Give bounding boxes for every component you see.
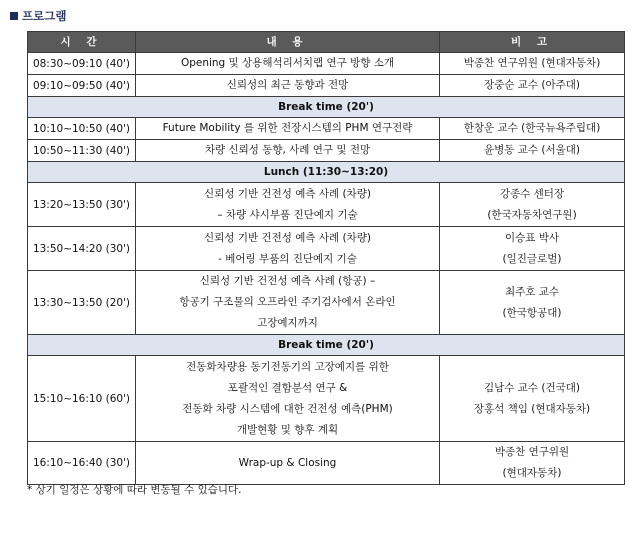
speaker-line: 박종찬 연구위원 bbox=[494, 446, 570, 458]
content-line: Future Mobility 를 위한 전장시스템의 PHM 연구전략 bbox=[162, 122, 413, 134]
session-time: 10:10~10:50 (40') bbox=[28, 118, 136, 140]
square-bullet-icon bbox=[10, 12, 18, 20]
session-content bbox=[136, 356, 440, 442]
speaker-line: 한창운 교수 (한국뉴욕주립대) bbox=[463, 122, 601, 134]
session-row bbox=[28, 442, 625, 485]
session-row bbox=[28, 227, 625, 271]
session-row bbox=[28, 118, 625, 140]
session-row bbox=[28, 183, 625, 227]
content-line: Wrap-up & Closing bbox=[238, 456, 337, 469]
session-time: 13:50~14:20 (30') bbox=[28, 227, 136, 271]
speaker-line: 박종찬 연구위원 (현대자동차) bbox=[463, 57, 601, 69]
speaker-line: 최주호 교수 bbox=[504, 285, 560, 298]
speaker-line: (한국항공대) bbox=[502, 306, 562, 319]
session-row bbox=[28, 356, 625, 442]
session-speaker bbox=[440, 53, 625, 75]
session-speaker bbox=[440, 140, 625, 162]
program-table bbox=[27, 31, 625, 485]
content-line: 신뢰성의 최근 동향과 전망 bbox=[226, 79, 349, 91]
section-title-text: 프로그램 bbox=[22, 9, 67, 23]
session-row bbox=[28, 140, 625, 162]
content-line: – 차량 샤시부품 진단예지 기술 bbox=[217, 208, 358, 221]
speaker-line: 장홍석 책임 (현대자동차) bbox=[473, 402, 591, 415]
speaker-line: 강종수 센터장 bbox=[499, 187, 565, 200]
session-content bbox=[136, 75, 440, 97]
session-content bbox=[136, 183, 440, 227]
session-content bbox=[136, 227, 440, 271]
content-line: 고장예지까지 bbox=[257, 317, 318, 329]
break-label: Lunch (11:30~13:20) bbox=[28, 162, 625, 183]
speaker-line: (한국자동차연구원) bbox=[487, 208, 577, 221]
header-time: 시 간 bbox=[28, 32, 136, 53]
session-row bbox=[28, 75, 625, 97]
speaker-line: 윤병동 교수 (서울대) bbox=[483, 144, 580, 156]
table-body bbox=[28, 53, 625, 485]
break-label: Break time (20') bbox=[28, 335, 625, 356]
session-speaker bbox=[440, 118, 625, 140]
break-label: Break time (20') bbox=[28, 97, 625, 118]
footnote: * 상기 일정은 상황에 따라 변동될 수 있습니다. bbox=[27, 484, 242, 496]
session-row bbox=[28, 271, 625, 335]
content-line: 차량 신뢰성 동향, 사례 연구 및 전망 bbox=[204, 144, 371, 156]
session-time: 10:50~11:30 (40') bbox=[28, 140, 136, 162]
content-line: 신뢰성 기반 건전성 예측 사례 (차량) bbox=[204, 187, 371, 200]
header-note: 비 고 bbox=[440, 32, 625, 53]
speaker-line: 장중순 교수 (아주대) bbox=[483, 79, 580, 91]
session-time: 09:10~09:50 (40') bbox=[28, 75, 136, 97]
content-line: Opening 및 상용해석리서치랩 연구 방향 소개 bbox=[180, 57, 395, 69]
break-row bbox=[28, 97, 625, 118]
content-line: 항공기 구조물의 오프라인 주기검사에서 온라인 bbox=[179, 296, 396, 308]
section-title bbox=[10, 8, 66, 24]
session-speaker bbox=[440, 75, 625, 97]
session-row bbox=[28, 53, 625, 75]
content-line: 신뢰성 기반 건전성 예측 사례 (차량) bbox=[204, 231, 371, 244]
session-content bbox=[136, 53, 440, 75]
content-line: 포괄적인 결함분석 연구 & bbox=[227, 381, 348, 394]
session-content bbox=[136, 118, 440, 140]
break-row bbox=[28, 335, 625, 356]
speaker-line: (현대자동차) bbox=[502, 467, 562, 479]
speaker-line: 이승표 박사 bbox=[504, 231, 560, 244]
session-speaker bbox=[440, 356, 625, 442]
session-time: 08:30~09:10 (40') bbox=[28, 53, 136, 75]
content-line: 전동화 차량 시스템에 대한 건전성 예측(PHM) bbox=[182, 402, 393, 415]
session-time: 13:20~13:50 (30') bbox=[28, 183, 136, 227]
session-speaker bbox=[440, 271, 625, 335]
speaker-line: (일진글로벌) bbox=[502, 252, 562, 265]
session-time: 16:10~16:40 (30') bbox=[28, 442, 136, 485]
session-speaker bbox=[440, 442, 625, 485]
session-content bbox=[136, 140, 440, 162]
content-line: 개발현황 및 향후 계획 bbox=[236, 423, 339, 436]
break-row bbox=[28, 162, 625, 183]
session-time: 15:10~16:10 (60') bbox=[28, 356, 136, 442]
session-time: 13:30~13:50 (20') bbox=[28, 271, 136, 335]
content-line: 전동화차량용 동기전동기의 고장예지를 위한 bbox=[186, 360, 389, 373]
session-speaker bbox=[440, 227, 625, 271]
session-speaker bbox=[440, 183, 625, 227]
content-line: - 베어링 부품의 진단예지 기술 bbox=[218, 252, 357, 265]
content-line: 신뢰성 기반 건전성 예측 사례 (항공) – bbox=[199, 275, 376, 287]
table-header-row bbox=[28, 32, 625, 53]
header-content: 내 용 bbox=[136, 32, 440, 53]
session-content bbox=[136, 442, 440, 485]
speaker-line: 김남수 교수 (건국대) bbox=[483, 381, 580, 394]
session-content bbox=[136, 271, 440, 335]
